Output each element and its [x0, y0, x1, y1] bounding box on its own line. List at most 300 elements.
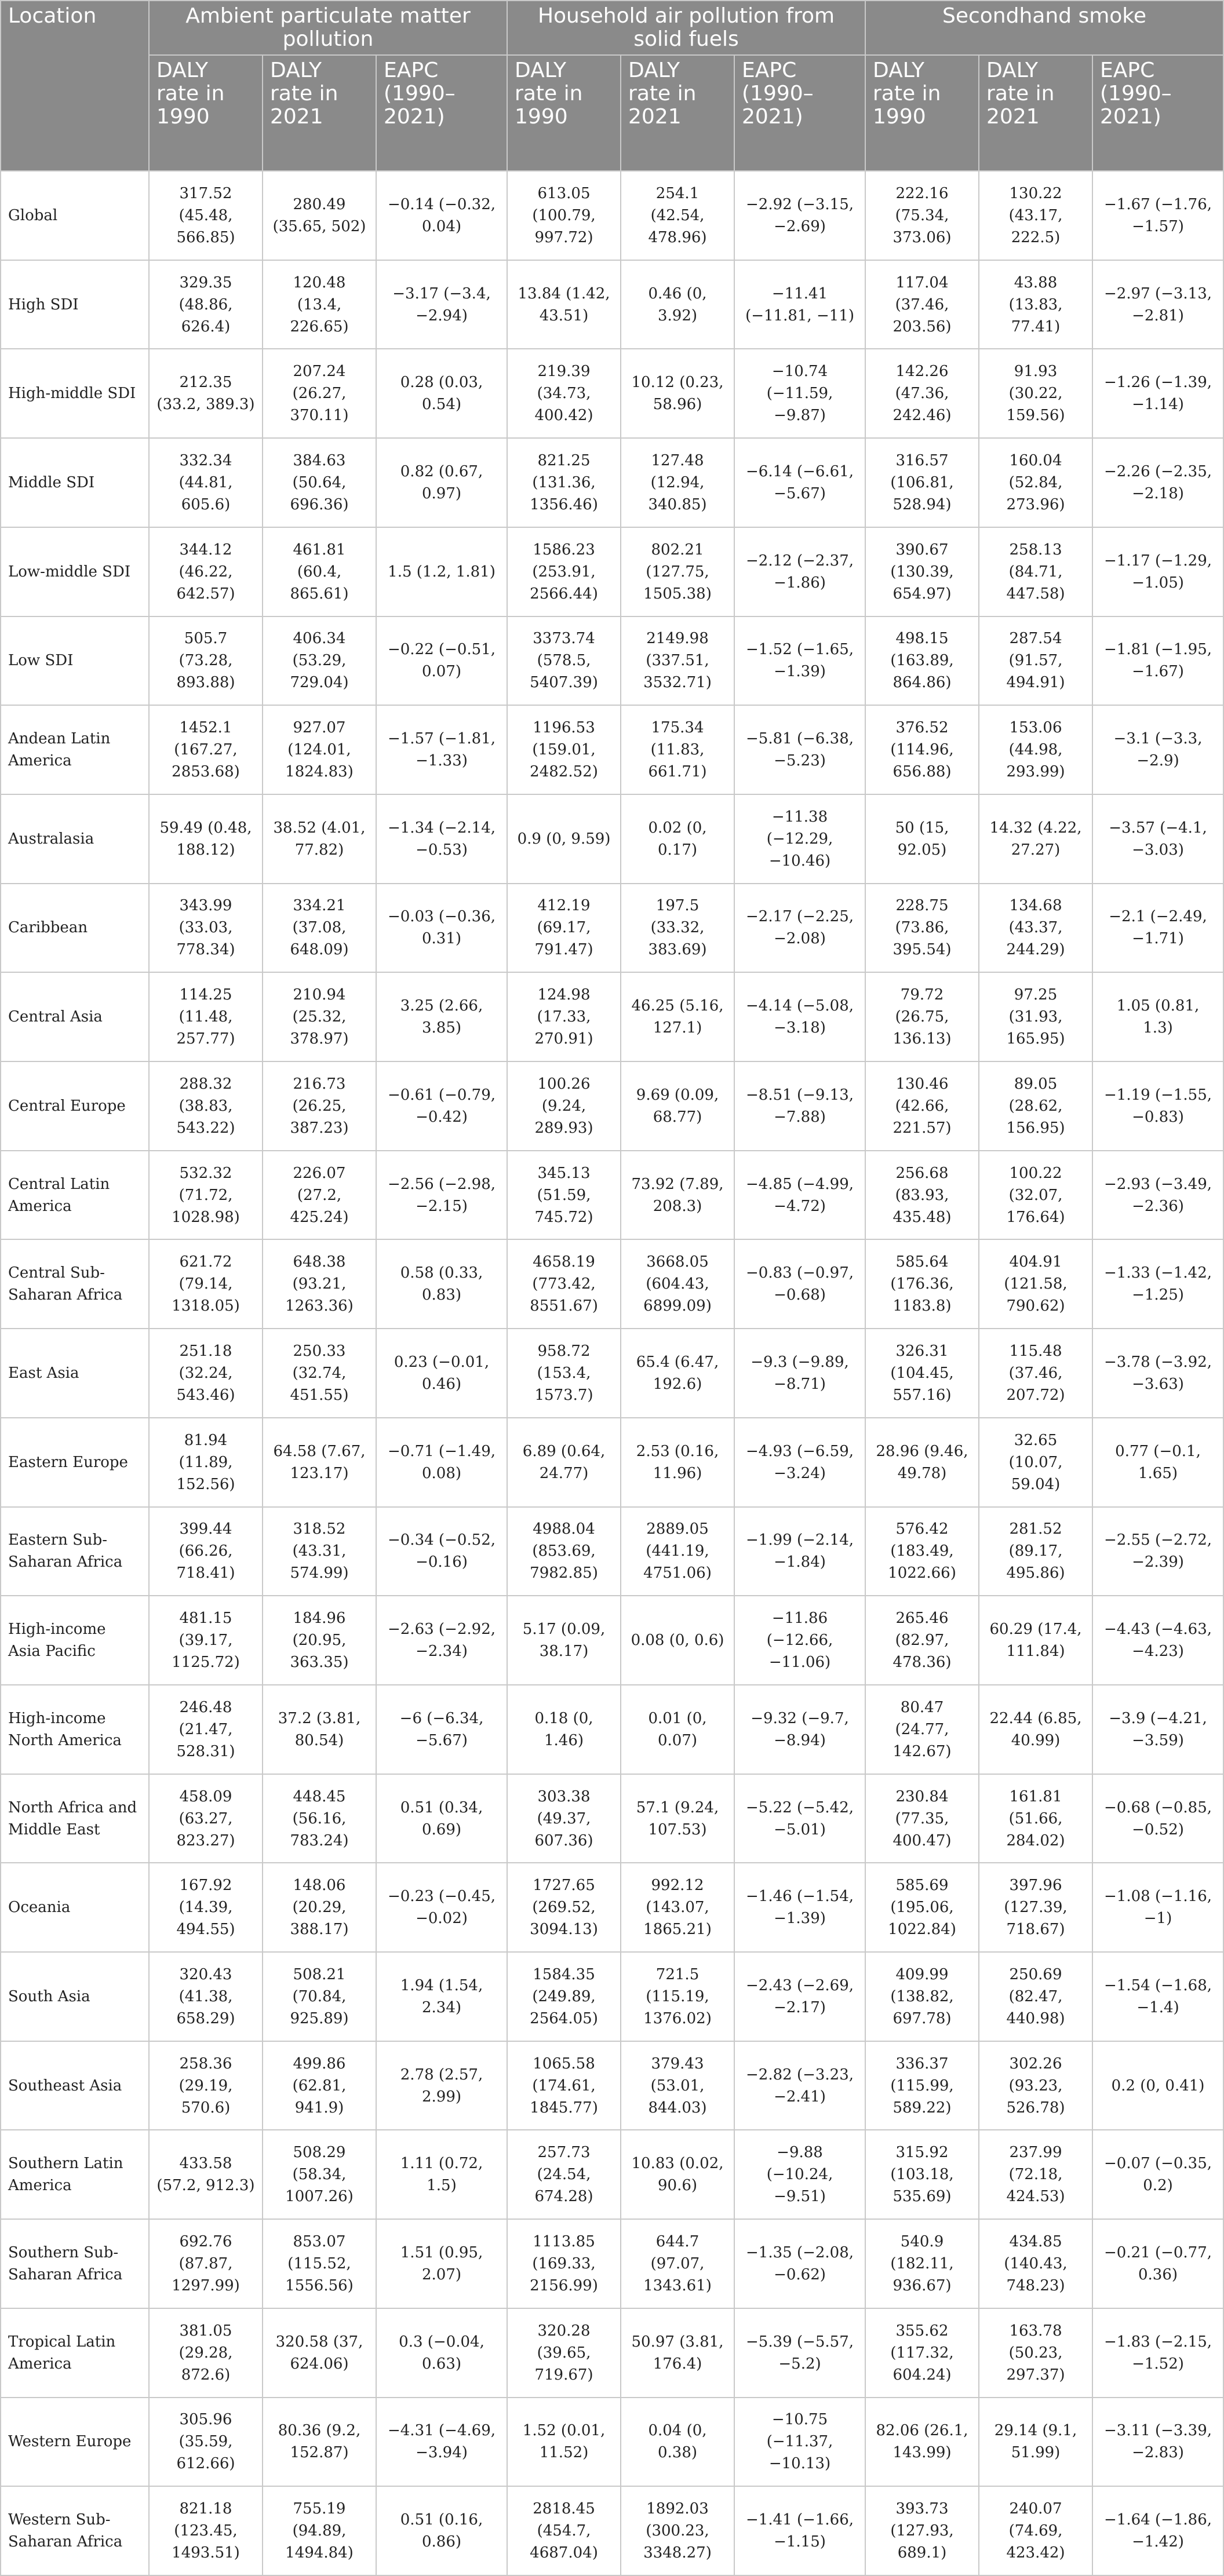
- ambient-daly-2021: 508.29 (58.34, 1007.26): [263, 2130, 376, 2219]
- household-daly-1990: 1586.23 (253.91, 2566.44): [507, 527, 621, 616]
- ambient-eapc: 3.25 (2.66, 3.85): [376, 972, 507, 1061]
- subheader-daly-2021: DALY rate in 2021: [621, 55, 734, 171]
- smoke-eapc: −2.1 (−2.49, −1.71): [1092, 884, 1223, 973]
- smoke-daly-2021: 130.22 (43.17, 222.5): [979, 171, 1092, 260]
- household-eapc: −4.93 (−6.59, −3.24): [734, 1418, 865, 1507]
- ambient-eapc: −3.17 (−3.4, −2.94): [376, 260, 507, 349]
- smoke-daly-2021: 43.88 (13.83, 77.41): [979, 260, 1092, 349]
- ambient-daly-2021: 648.38 (93.21, 1263.36): [263, 1239, 376, 1329]
- household-daly-2021: 10.12 (0.23, 58.96): [621, 349, 734, 438]
- smoke-daly-1990: 355.62 (117.32, 604.24): [865, 2308, 979, 2398]
- household-eapc: −4.85 (−4.99, −4.72): [734, 1151, 865, 1240]
- ambient-daly-1990: 692.76 (87.87, 1297.99): [149, 2219, 263, 2308]
- smoke-eapc: −1.33 (−1.42, −1.25): [1092, 1239, 1223, 1329]
- smoke-daly-1990: 228.75 (73.86, 395.54): [865, 884, 979, 973]
- ambient-eapc: 1.94 (1.54, 2.34): [376, 1952, 507, 2041]
- ambient-daly-2021: 38.52 (4.01, 77.82): [263, 794, 376, 884]
- ambient-eapc: −4.31 (−4.69, −3.94): [376, 2398, 507, 2487]
- household-daly-2021: 2149.98 (337.51, 3532.71): [621, 616, 734, 706]
- table-row: [1, 527, 1223, 616]
- household-eapc: −5.81 (−6.38, −5.23): [734, 705, 865, 794]
- ambient-eapc: 0.51 (0.34, 0.69): [376, 1774, 507, 1863]
- household-daly-2021: 1892.03 (300.23, 3348.27): [621, 2486, 734, 2575]
- household-daly-2021: 802.21 (127.75, 1505.38): [621, 527, 734, 616]
- smoke-daly-1990: 585.64 (176.36, 1183.8): [865, 1239, 979, 1329]
- ambient-daly-1990: 167.92 (14.39, 494.55): [149, 1863, 263, 1952]
- smoke-eapc: −1.54 (−1.68, −1.4): [1092, 1952, 1223, 2041]
- ambient-daly-2021: 250.33 (32.74, 451.55): [263, 1329, 376, 1418]
- household-daly-1990: 412.19 (69.17, 791.47): [507, 884, 621, 973]
- smoke-eapc: −1.19 (−1.55, −0.83): [1092, 1061, 1223, 1151]
- ambient-eapc: 0.51 (0.16, 0.86): [376, 2486, 507, 2575]
- smoke-eapc: 0.2 (0, 0.41): [1092, 2041, 1223, 2130]
- table-row: [1, 438, 1223, 527]
- ambient-daly-1990: 458.09 (63.27, 823.27): [149, 1774, 263, 1863]
- smoke-daly-1990: 315.92 (103.18, 535.69): [865, 2130, 979, 2219]
- smoke-daly-2021: 287.54 (91.57, 494.91): [979, 616, 1092, 706]
- household-eapc: −2.82 (−3.23, −2.41): [734, 2041, 865, 2130]
- smoke-daly-2021: 404.91 (121.58, 790.62): [979, 1239, 1092, 1329]
- ambient-daly-1990: 381.05 (29.28, 872.6): [149, 2308, 263, 2398]
- household-daly-1990: 1196.53 (159.01, 2482.52): [507, 705, 621, 794]
- smoke-daly-2021: 250.69 (82.47, 440.98): [979, 1952, 1092, 2041]
- household-daly-1990: 13.84 (1.42, 43.51): [507, 260, 621, 349]
- table-row: [1, 1329, 1223, 1418]
- smoke-daly-1990: 256.68 (83.93, 435.48): [865, 1151, 979, 1240]
- household-eapc: −6.14 (−6.61, −5.67): [734, 438, 865, 527]
- ambient-eapc: −6 (−6.34, −5.67): [376, 1685, 507, 1774]
- smoke-daly-2021: 258.13 (84.71, 447.58): [979, 527, 1092, 616]
- smoke-daly-1990: 390.67 (130.39, 654.97): [865, 527, 979, 616]
- subheader-daly-2021: DALY rate in 2021: [979, 55, 1092, 171]
- smoke-daly-1990: 376.52 (114.96, 656.88): [865, 705, 979, 794]
- household-daly-2021: 65.4 (6.47, 192.6): [621, 1329, 734, 1418]
- smoke-daly-2021: 97.25 (31.93, 165.95): [979, 972, 1092, 1061]
- ambient-daly-2021: 927.07 (124.01, 1824.83): [263, 705, 376, 794]
- subheader-daly-2021: DALY rate in 2021: [263, 55, 376, 171]
- household-eapc: −0.83 (−0.97, −0.68): [734, 1239, 865, 1329]
- ambient-eapc: −2.63 (−2.92, −2.34): [376, 1596, 507, 1685]
- household-daly-2021: 50.97 (3.81, 176.4): [621, 2308, 734, 2398]
- ambient-eapc: −0.03 (−0.36, 0.31): [376, 884, 507, 973]
- household-daly-2021: 644.7 (97.07, 1343.61): [621, 2219, 734, 2308]
- smoke-daly-1990: 230.84 (77.35, 400.47): [865, 1774, 979, 1863]
- ambient-daly-1990: 305.96 (35.59, 612.66): [149, 2398, 263, 2487]
- ambient-eapc: −0.34 (−0.52, −0.16): [376, 1507, 507, 1596]
- household-daly-1990: 100.26 (9.24, 289.93): [507, 1061, 621, 1151]
- household-eapc: −1.46 (−1.54, −1.39): [734, 1863, 865, 1952]
- household-daly-1990: 257.73 (24.54, 674.28): [507, 2130, 621, 2219]
- household-daly-1990: 821.25 (131.36, 1356.46): [507, 438, 621, 527]
- ambient-daly-1990: 59.49 (0.48, 188.12): [149, 794, 263, 884]
- table-row: [1, 794, 1223, 884]
- household-daly-2021: 379.43 (53.01, 844.03): [621, 2041, 734, 2130]
- smoke-daly-1990: 130.46 (42.66, 221.57): [865, 1061, 979, 1151]
- location-cell: Central Sub-Saharan Africa: [1, 1239, 149, 1329]
- location-cell: Tropical Latin America: [1, 2308, 149, 2398]
- smoke-eapc: −2.55 (−2.72, −2.39): [1092, 1507, 1223, 1596]
- smoke-eapc: −1.83 (−2.15, −1.52): [1092, 2308, 1223, 2398]
- household-daly-2021: 10.83 (0.02, 90.6): [621, 2130, 734, 2219]
- household-daly-1990: 1113.85 (169.33, 2156.99): [507, 2219, 621, 2308]
- ambient-daly-2021: 37.2 (3.81, 80.54): [263, 1685, 376, 1774]
- smoke-daly-1990: 576.42 (183.49, 1022.66): [865, 1507, 979, 1596]
- smoke-daly-1990: 222.16 (75.34, 373.06): [865, 171, 979, 260]
- household-eapc: −2.43 (−2.69, −2.17): [734, 1952, 865, 2041]
- subheader-eapc: EAPC (1990–2021): [734, 55, 865, 171]
- smoke-daly-1990: 28.96 (9.46, 49.78): [865, 1418, 979, 1507]
- ambient-daly-2021: 120.48 (13.4, 226.65): [263, 260, 376, 349]
- household-daly-1990: 4988.04 (853.69, 7982.85): [507, 1507, 621, 1596]
- location-cell: South Asia: [1, 1952, 149, 2041]
- ambient-daly-2021: 280.49 (35.65, 502): [263, 171, 376, 260]
- smoke-daly-1990: 540.9 (182.11, 936.67): [865, 2219, 979, 2308]
- ambient-eapc: 0.23 (−0.01, 0.46): [376, 1329, 507, 1418]
- household-eapc: −11.86 (−12.66, −11.06): [734, 1596, 865, 1685]
- location-cell: Caribbean: [1, 884, 149, 973]
- smoke-daly-1990: 142.26 (47.36, 242.46): [865, 349, 979, 438]
- ambient-eapc: 0.3 (−0.04, 0.63): [376, 2308, 507, 2398]
- table-row: [1, 1061, 1223, 1151]
- location-cell: Middle SDI: [1, 438, 149, 527]
- ambient-daly-1990: 433.58 (57.2, 912.3): [149, 2130, 263, 2219]
- household-eapc: −2.92 (−3.15, −2.69): [734, 171, 865, 260]
- smoke-daly-1990: 336.37 (115.99, 589.22): [865, 2041, 979, 2130]
- smoke-daly-2021: 60.29 (17.4, 111.84): [979, 1596, 1092, 1685]
- household-eapc: −5.39 (−5.57, −5.2): [734, 2308, 865, 2398]
- household-eapc: −4.14 (−5.08, −3.18): [734, 972, 865, 1061]
- smoke-eapc: −3.9 (−4.21, −3.59): [1092, 1685, 1223, 1774]
- smoke-eapc: −1.64 (−1.86, −1.42): [1092, 2486, 1223, 2575]
- location-cell: Eastern Sub-Saharan Africa: [1, 1507, 149, 1596]
- household-daly-2021: 0.08 (0, 0.6): [621, 1596, 734, 1685]
- location-cell: High SDI: [1, 260, 149, 349]
- smoke-daly-1990: 326.31 (104.45, 557.16): [865, 1329, 979, 1418]
- smoke-eapc: −3.78 (−3.92, −3.63): [1092, 1329, 1223, 1418]
- household-daly-1990: 124.98 (17.33, 270.91): [507, 972, 621, 1061]
- table-row: [1, 972, 1223, 1061]
- ambient-eapc: −0.71 (−1.49, 0.08): [376, 1418, 507, 1507]
- ambient-eapc: 0.28 (0.03, 0.54): [376, 349, 507, 438]
- smoke-daly-1990: 80.47 (24.77, 142.67): [865, 1685, 979, 1774]
- smoke-eapc: −1.67 (−1.76, −1.57): [1092, 171, 1223, 260]
- location-cell: East Asia: [1, 1329, 149, 1418]
- household-daly-1990: 613.05 (100.79, 997.72): [507, 171, 621, 260]
- household-eapc: −2.12 (−2.37, −1.86): [734, 527, 865, 616]
- table-row: [1, 2308, 1223, 2398]
- household-eapc: −5.22 (−5.42, −5.01): [734, 1774, 865, 1863]
- ambient-eapc: −1.57 (−1.81, −1.33): [376, 705, 507, 794]
- household-daly-1990: 303.38 (49.37, 607.36): [507, 1774, 621, 1863]
- ambient-daly-1990: 329.35 (48.86, 626.4): [149, 260, 263, 349]
- household-daly-1990: 219.39 (34.73, 400.42): [507, 349, 621, 438]
- location-column-header: Location: [1, 1, 149, 171]
- household-daly-2021: 57.1 (9.24, 107.53): [621, 1774, 734, 1863]
- ambient-daly-2021: 216.73 (26.25, 387.23): [263, 1061, 376, 1151]
- household-daly-1990: 6.89 (0.64, 24.77): [507, 1418, 621, 1507]
- subheader-daly-1990: DALY rate in 1990: [865, 55, 979, 171]
- ambient-eapc: −0.23 (−0.45, −0.02): [376, 1863, 507, 1952]
- table-row: [1, 1418, 1223, 1507]
- table-row: [1, 1685, 1223, 1774]
- household-daly-2021: 0.04 (0, 0.38): [621, 2398, 734, 2487]
- smoke-eapc: −2.97 (−3.13, −2.81): [1092, 260, 1223, 349]
- ambient-eapc: 0.58 (0.33, 0.83): [376, 1239, 507, 1329]
- household-eapc: −1.41 (−1.66, −1.15): [734, 2486, 865, 2575]
- household-daly-2021: 73.92 (7.89, 208.3): [621, 1151, 734, 1240]
- smoke-daly-2021: 14.32 (4.22, 27.27): [979, 794, 1092, 884]
- subheader-eapc: EAPC (1990–2021): [1092, 55, 1223, 171]
- smoke-eapc: −1.17 (−1.29, −1.05): [1092, 527, 1223, 616]
- ambient-daly-2021: 80.36 (9.2, 152.87): [263, 2398, 376, 2487]
- ambient-eapc: 1.5 (1.2, 1.81): [376, 527, 507, 616]
- location-cell: Oceania: [1, 1863, 149, 1952]
- ambient-daly-1990: 251.18 (32.24, 543.46): [149, 1329, 263, 1418]
- location-cell: Southern Latin America: [1, 2130, 149, 2219]
- location-cell: Australasia: [1, 794, 149, 884]
- smoke-daly-2021: 115.48 (37.46, 207.72): [979, 1329, 1092, 1418]
- ambient-daly-1990: 505.7 (73.28, 893.88): [149, 616, 263, 706]
- table-row: [1, 2219, 1223, 2308]
- household-daly-1990: 0.9 (0, 9.59): [507, 794, 621, 884]
- ambient-eapc: −1.34 (−2.14, −0.53): [376, 794, 507, 884]
- ambient-daly-2021: 184.96 (20.95, 363.35): [263, 1596, 376, 1685]
- smoke-eapc: −1.81 (−1.95, −1.67): [1092, 616, 1223, 706]
- ambient-daly-1990: 332.34 (44.81, 605.6): [149, 438, 263, 527]
- smoke-daly-2021: 160.04 (52.84, 273.96): [979, 438, 1092, 527]
- location-cell: Central Asia: [1, 972, 149, 1061]
- location-cell: Eastern Europe: [1, 1418, 149, 1507]
- table-row: [1, 1596, 1223, 1685]
- table-row: [1, 1863, 1223, 1952]
- household-daly-1990: 1584.35 (249.89, 2564.05): [507, 1952, 621, 2041]
- household-daly-2021: 992.12 (143.07, 1865.21): [621, 1863, 734, 1952]
- household-daly-2021: 9.69 (0.09, 68.77): [621, 1061, 734, 1151]
- smoke-daly-2021: 29.14 (9.1, 51.99): [979, 2398, 1092, 2487]
- location-cell: High-income North America: [1, 1685, 149, 1774]
- household-eapc: −10.74 (−11.59, −9.87): [734, 349, 865, 438]
- smoke-daly-1990: 265.46 (82.97, 478.36): [865, 1596, 979, 1685]
- ambient-eapc: 1.51 (0.95, 2.07): [376, 2219, 507, 2308]
- ambient-daly-2021: 226.07 (27.2, 425.24): [263, 1151, 376, 1240]
- smoke-daly-2021: 89.05 (28.62, 156.95): [979, 1061, 1092, 1151]
- household-daly-2021: 0.02 (0, 0.17): [621, 794, 734, 884]
- smoke-eapc: 0.77 (−0.1, 1.65): [1092, 1418, 1223, 1507]
- ambient-daly-2021: 384.63 (50.64, 696.36): [263, 438, 376, 527]
- household-daly-1990: 320.28 (39.65, 719.67): [507, 2308, 621, 2398]
- household-daly-1990: 2818.45 (454.7, 4687.04): [507, 2486, 621, 2575]
- household-daly-1990: 958.72 (153.4, 1573.7): [507, 1329, 621, 1418]
- ambient-daly-2021: 320.58 (37, 624.06): [263, 2308, 376, 2398]
- household-daly-2021: 254.1 (42.54, 478.96): [621, 171, 734, 260]
- group-header-ambient-pm: Ambient particulate matter pollution: [149, 1, 507, 55]
- ambient-daly-2021: 448.45 (56.16, 783.24): [263, 1774, 376, 1863]
- table-row: [1, 1151, 1223, 1240]
- household-daly-2021: 3668.05 (604.43, 6899.09): [621, 1239, 734, 1329]
- smoke-eapc: −0.07 (−0.35, 0.2): [1092, 2130, 1223, 2219]
- location-cell: Southeast Asia: [1, 2041, 149, 2130]
- ambient-daly-2021: 499.86 (62.81, 941.9): [263, 2041, 376, 2130]
- location-cell: Central Europe: [1, 1061, 149, 1151]
- smoke-daly-2021: 134.68 (43.37, 244.29): [979, 884, 1092, 973]
- smoke-daly-2021: 302.26 (93.23, 526.78): [979, 2041, 1092, 2130]
- household-daly-1990: 1727.65 (269.52, 3094.13): [507, 1863, 621, 1952]
- smoke-daly-1990: 498.15 (163.89, 864.86): [865, 616, 979, 706]
- smoke-daly-2021: 153.06 (44.98, 293.99): [979, 705, 1092, 794]
- ambient-daly-2021: 318.52 (43.31, 574.99): [263, 1507, 376, 1596]
- ambient-daly-1990: 114.25 (11.48, 257.77): [149, 972, 263, 1061]
- location-cell: Western Europe: [1, 2398, 149, 2487]
- smoke-eapc: −4.43 (−4.63, −4.23): [1092, 1596, 1223, 1685]
- smoke-daly-1990: 79.72 (26.75, 136.13): [865, 972, 979, 1061]
- location-cell: Low-middle SDI: [1, 527, 149, 616]
- table-row: [1, 1239, 1223, 1329]
- smoke-daly-2021: 237.99 (72.18, 424.53): [979, 2130, 1092, 2219]
- ambient-eapc: 1.11 (0.72, 1.5): [376, 2130, 507, 2219]
- household-daly-2021: 197.5 (33.32, 383.69): [621, 884, 734, 973]
- ambient-daly-1990: 212.35 (33.2, 389.3): [149, 349, 263, 438]
- ambient-daly-2021: 334.21 (37.08, 648.09): [263, 884, 376, 973]
- smoke-eapc: −3.11 (−3.39, −2.83): [1092, 2398, 1223, 2487]
- ambient-daly-1990: 821.18 (123.45, 1493.51): [149, 2486, 263, 2575]
- ambient-daly-1990: 288.32 (38.83, 543.22): [149, 1061, 263, 1151]
- smoke-daly-2021: 32.65 (10.07, 59.04): [979, 1418, 1092, 1507]
- household-eapc: −1.35 (−2.08, −0.62): [734, 2219, 865, 2308]
- location-cell: Low SDI: [1, 616, 149, 706]
- ambient-daly-1990: 81.94 (11.89, 152.56): [149, 1418, 263, 1507]
- subheader-daly-1990: DALY rate in 1990: [149, 55, 263, 171]
- table-row: [1, 705, 1223, 794]
- ambient-eapc: −0.14 (−0.32, 0.04): [376, 171, 507, 260]
- ambient-daly-2021: 207.24 (26.27, 370.11): [263, 349, 376, 438]
- location-cell: North Africa and Middle East: [1, 1774, 149, 1863]
- ambient-daly-2021: 210.94 (25.32, 378.97): [263, 972, 376, 1061]
- ambient-eapc: −0.61 (−0.79, −0.42): [376, 1061, 507, 1151]
- group-header-household-air: Household air pollution from solid fuels: [507, 1, 865, 55]
- table-row: [1, 349, 1223, 438]
- ambient-daly-1990: 1452.1 (167.27, 2853.68): [149, 705, 263, 794]
- table-row: [1, 260, 1223, 349]
- smoke-daly-1990: 393.73 (127.93, 689.1): [865, 2486, 979, 2575]
- household-eapc: −1.99 (−2.14, −1.84): [734, 1507, 865, 1596]
- household-eapc: −11.38 (−12.29, −10.46): [734, 794, 865, 884]
- smoke-eapc: −0.21 (−0.77, 0.36): [1092, 2219, 1223, 2308]
- ambient-eapc: −2.56 (−2.98, −2.15): [376, 1151, 507, 1240]
- table-row: [1, 2486, 1223, 2575]
- household-eapc: −10.75 (−11.37, −10.13): [734, 2398, 865, 2487]
- household-daly-1990: 0.18 (0, 1.46): [507, 1685, 621, 1774]
- household-eapc: −9.32 (−9.7, −8.94): [734, 1685, 865, 1774]
- household-daly-2021: 0.46 (0, 3.92): [621, 260, 734, 349]
- smoke-eapc: −2.93 (−3.49, −2.36): [1092, 1151, 1223, 1240]
- group-header-secondhand-smoke: Secondhand smoke: [865, 1, 1223, 55]
- table-row: [1, 616, 1223, 706]
- smoke-daly-1990: 409.99 (138.82, 697.78): [865, 1952, 979, 2041]
- table-row: [1, 171, 1223, 260]
- household-eapc: −1.52 (−1.65, −1.39): [734, 616, 865, 706]
- household-eapc: −8.51 (−9.13, −7.88): [734, 1061, 865, 1151]
- table-row: [1, 1774, 1223, 1863]
- ambient-daly-2021: 461.81 (60.4, 865.61): [263, 527, 376, 616]
- ambient-daly-1990: 399.44 (66.26, 718.41): [149, 1507, 263, 1596]
- location-cell: High-income Asia Pacific: [1, 1596, 149, 1685]
- location-cell: Western Sub-Saharan Africa: [1, 2486, 149, 2575]
- location-cell: Andean Latin America: [1, 705, 149, 794]
- ambient-eapc: 0.82 (0.67, 0.97): [376, 438, 507, 527]
- household-daly-1990: 1065.58 (174.61, 1845.77): [507, 2041, 621, 2130]
- header-group-row: [1, 1, 1223, 55]
- table-row: [1, 1507, 1223, 1596]
- smoke-daly-1990: 82.06 (26.1, 143.99): [865, 2398, 979, 2487]
- household-eapc: −9.3 (−9.89, −8.71): [734, 1329, 865, 1418]
- ambient-eapc: −0.22 (−0.51, 0.07): [376, 616, 507, 706]
- ambient-daly-1990: 532.32 (71.72, 1028.98): [149, 1151, 263, 1240]
- table-row: [1, 1952, 1223, 2041]
- location-cell: Central Latin America: [1, 1151, 149, 1240]
- household-daly-2021: 721.5 (115.19, 1376.02): [621, 1952, 734, 2041]
- smoke-daly-1990: 50 (15, 92.05): [865, 794, 979, 884]
- ambient-daly-2021: 406.34 (53.29, 729.04): [263, 616, 376, 706]
- ambient-daly-1990: 317.52 (45.48, 566.85): [149, 171, 263, 260]
- smoke-daly-2021: 22.44 (6.85, 40.99): [979, 1685, 1092, 1774]
- ambient-daly-2021: 148.06 (20.29, 388.17): [263, 1863, 376, 1952]
- ambient-daly-2021: 64.58 (7.67, 123.17): [263, 1418, 376, 1507]
- household-eapc: −11.41 (−11.81, −11): [734, 260, 865, 349]
- ambient-daly-2021: 508.21 (70.84, 925.89): [263, 1952, 376, 2041]
- smoke-daly-2021: 240.07 (74.69, 423.42): [979, 2486, 1092, 2575]
- household-eapc: −2.17 (−2.25, −2.08): [734, 884, 865, 973]
- smoke-daly-1990: 316.57 (106.81, 528.94): [865, 438, 979, 527]
- ambient-daly-2021: 755.19 (94.89, 1494.84): [263, 2486, 376, 2575]
- household-daly-1990: 4658.19 (773.42, 8551.67): [507, 1239, 621, 1329]
- smoke-eapc: −1.08 (−1.16, −1): [1092, 1863, 1223, 1952]
- smoke-eapc: −3.57 (−4.1, −3.03): [1092, 794, 1223, 884]
- smoke-daly-1990: 585.69 (195.06, 1022.84): [865, 1863, 979, 1952]
- smoke-eapc: −2.26 (−2.35, −2.18): [1092, 438, 1223, 527]
- household-daly-2021: 0.01 (0, 0.07): [621, 1685, 734, 1774]
- ambient-daly-1990: 344.12 (46.22, 642.57): [149, 527, 263, 616]
- subheader-eapc: EAPC (1990–2021): [376, 55, 507, 171]
- household-daly-1990: 345.13 (51.59, 745.72): [507, 1151, 621, 1240]
- ambient-daly-1990: 320.43 (41.38, 658.29): [149, 1952, 263, 2041]
- household-daly-2021: 2889.05 (441.19, 4751.06): [621, 1507, 734, 1596]
- household-daly-2021: 127.48 (12.94, 340.85): [621, 438, 734, 527]
- ambient-daly-2021: 853.07 (115.52, 1556.56): [263, 2219, 376, 2308]
- ambient-daly-1990: 621.72 (79.14, 1318.05): [149, 1239, 263, 1329]
- household-daly-2021: 46.25 (5.16, 127.1): [621, 972, 734, 1061]
- ambient-eapc: 2.78 (2.57, 2.99): [376, 2041, 507, 2130]
- location-cell: High-middle SDI: [1, 349, 149, 438]
- location-cell: Global: [1, 171, 149, 260]
- smoke-daly-2021: 161.81 (51.66, 284.02): [979, 1774, 1092, 1863]
- header-subcolumn-row: [1, 55, 1223, 171]
- ambient-daly-1990: 343.99 (33.03, 778.34): [149, 884, 263, 973]
- household-daly-2021: 2.53 (0.16, 11.96): [621, 1418, 734, 1507]
- table-row: [1, 884, 1223, 973]
- ambient-daly-1990: 246.48 (21.47, 528.31): [149, 1685, 263, 1774]
- smoke-eapc: −1.26 (−1.39, −1.14): [1092, 349, 1223, 438]
- smoke-daly-2021: 281.52 (89.17, 495.86): [979, 1507, 1092, 1596]
- table-body: [1, 171, 1223, 2575]
- household-daly-2021: 175.34 (11.83, 661.71): [621, 705, 734, 794]
- table-row: [1, 2041, 1223, 2130]
- ambient-daly-1990: 481.15 (39.17, 1125.72): [149, 1596, 263, 1685]
- smoke-daly-2021: 163.78 (50.23, 297.37): [979, 2308, 1092, 2398]
- smoke-daly-2021: 397.96 (127.39, 718.67): [979, 1863, 1092, 1952]
- subheader-daly-1990: DALY rate in 1990: [507, 55, 621, 171]
- household-daly-1990: 5.17 (0.09, 38.17): [507, 1596, 621, 1685]
- table-row: [1, 2130, 1223, 2219]
